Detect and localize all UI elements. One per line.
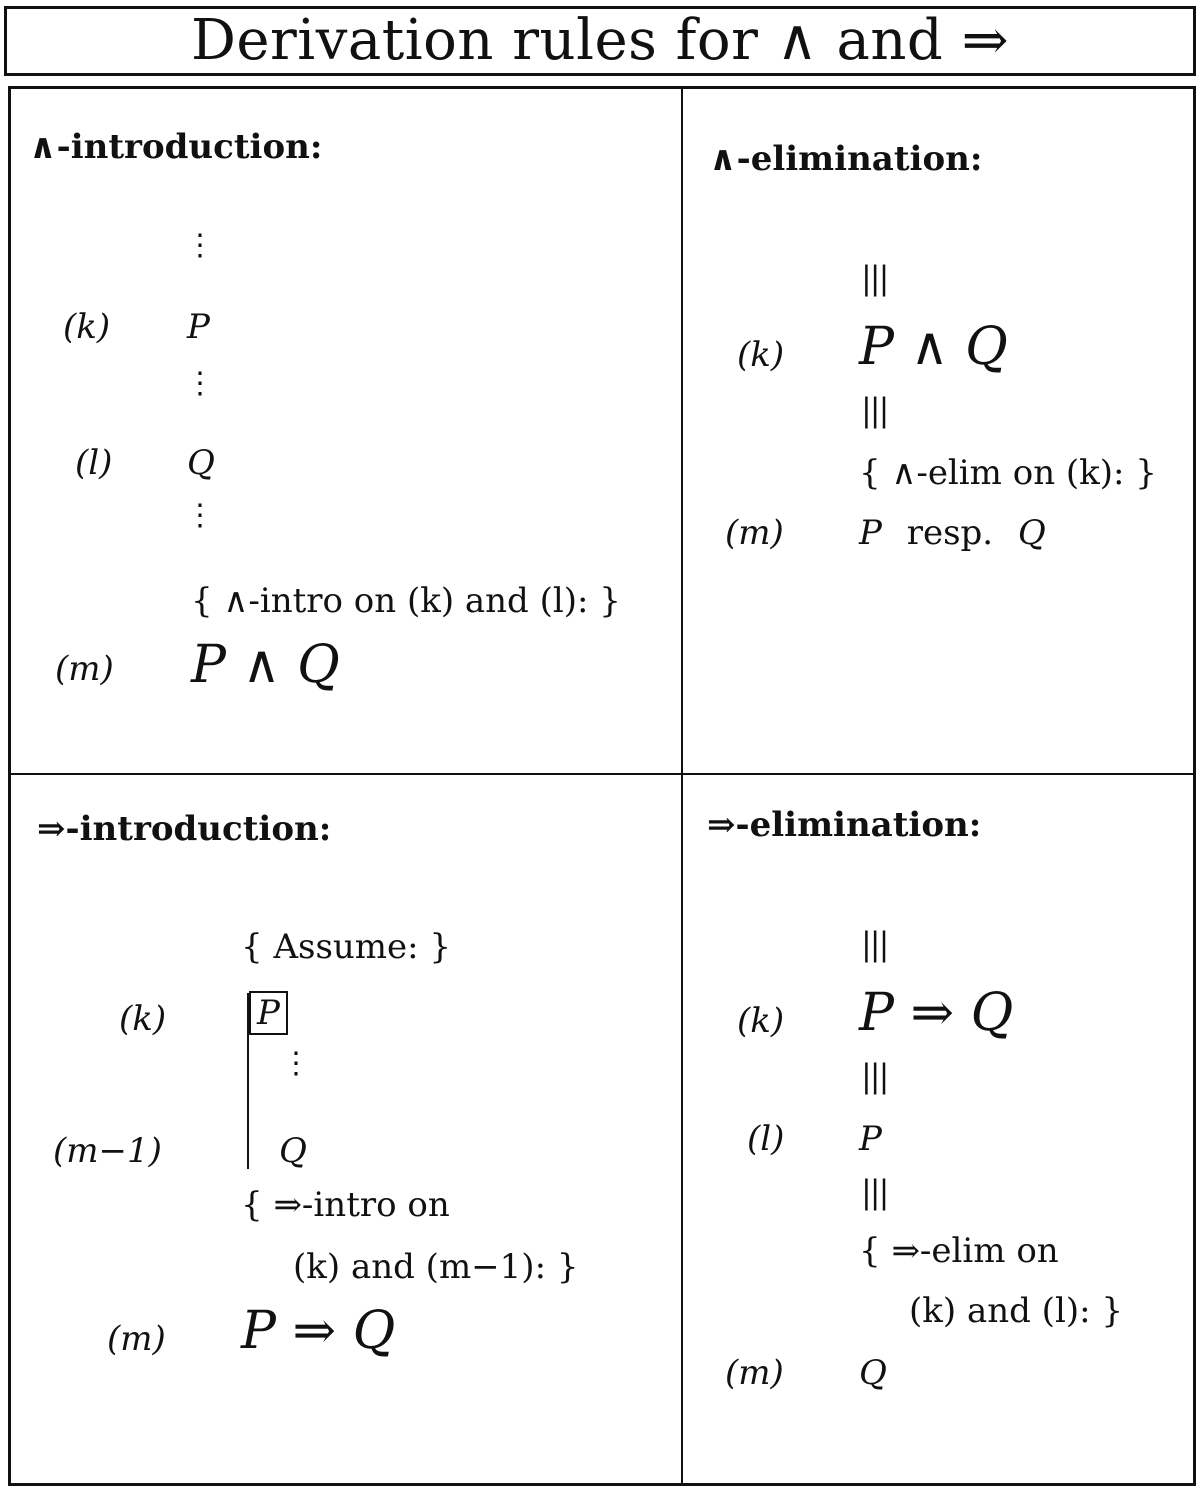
justification-line-2: (k) and (l): } (909, 1291, 1123, 1331)
vdots: ⋮ (185, 366, 215, 401)
line-l-formula: P (859, 1119, 882, 1159)
ellipsis-bars: ||| (861, 391, 888, 429)
line-label-m: (m) (725, 513, 784, 553)
line-label-m: (m) (725, 1353, 784, 1393)
vdots: ⋮ (281, 1046, 311, 1081)
implies-elimination-cell (683, 775, 1193, 1483)
assume-label: { Assume: } (241, 927, 452, 967)
ellipsis-bars: ||| (861, 1057, 888, 1095)
imp-elim-heading: ⇒-elimination: (707, 805, 982, 845)
line-label-k: (k) (63, 307, 111, 347)
justification-line-2: (k) and (m−1): } (293, 1247, 579, 1287)
line-k-formula (249, 993, 288, 1033)
rules-grid (8, 86, 1196, 1486)
title-box (4, 6, 1196, 76)
conclusion-formula: P ⇒ Q (241, 1301, 396, 1361)
justification-line-1: { ⇒-elim on (859, 1231, 1059, 1271)
vdots: ⋮ (185, 498, 215, 533)
line-m-minus-1-formula: Q (279, 1131, 307, 1171)
line-k-formula: P ⇒ Q (859, 983, 1014, 1043)
conclusion-formula: Q (859, 1353, 887, 1393)
conclusion-q: Q (1017, 513, 1046, 553)
and-intro-heading: ∧-introduction: (29, 127, 323, 167)
ellipsis-bars: ||| (861, 925, 888, 963)
line-l-formula: Q (187, 443, 215, 483)
vdots: ⋮ (185, 228, 215, 263)
line-label-l: (l) (747, 1119, 785, 1159)
line-label-k: (k) (737, 1001, 785, 1041)
conclusion-p: P (859, 513, 882, 553)
line-label-m: (m) (55, 649, 114, 689)
conclusion (859, 513, 1046, 553)
line-label-m: (m) (107, 1319, 166, 1359)
conclusion-formula: P ∧ Q (191, 635, 340, 695)
line-k-formula: P ∧ Q (859, 317, 1008, 377)
implies-introduction-cell (11, 775, 681, 1483)
ellipsis-bars: ||| (861, 1173, 888, 1211)
page-title: Derivation rules for ∧ and ⇒ (191, 8, 1009, 73)
conclusion-resp: resp. (906, 513, 994, 553)
and-elimination-cell (683, 89, 1193, 773)
justification-line-1: { ⇒-intro on (241, 1185, 450, 1225)
line-k-formula: P (187, 307, 210, 347)
justification: { ∧-intro on (k) and (l): } (191, 581, 621, 621)
imp-intro-heading: ⇒-introduction: (37, 809, 332, 849)
ellipsis-bars: ||| (861, 259, 888, 297)
assumption-box: P (249, 991, 288, 1035)
justification: { ∧-elim on (k): } (859, 453, 1157, 493)
line-label-k: (k) (119, 999, 167, 1039)
line-label-l: (l) (75, 443, 113, 483)
line-label-m-minus-1: (m−1) (53, 1131, 162, 1171)
line-label-k: (k) (737, 335, 785, 375)
and-elim-heading: ∧-elimination: (709, 139, 983, 179)
and-introduction-cell (11, 89, 681, 773)
